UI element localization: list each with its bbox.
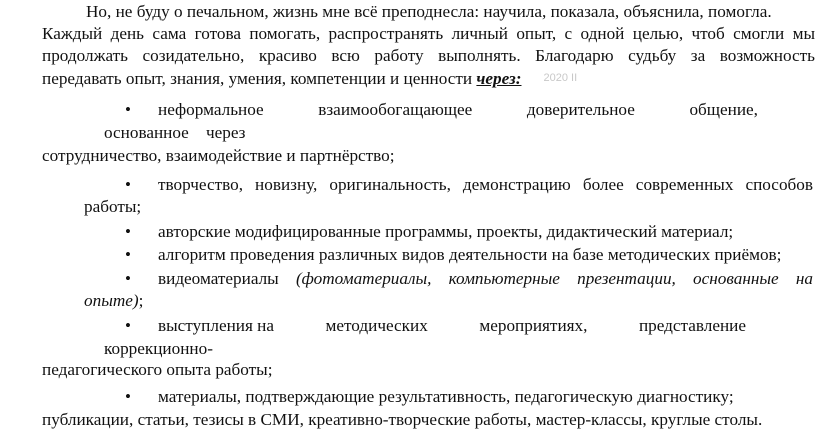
faint-watermark-text: 2020 II (543, 72, 578, 84)
item-1-word-2: взаимообогащающее (318, 100, 473, 119)
item-5-line-1 (158, 268, 813, 290)
bullet-icon: • (125, 269, 131, 288)
item-1-word-4: общение, (689, 100, 758, 119)
item-3-line-1: авторские модифицированные программы, проекты, дидактический материал; (158, 222, 734, 241)
item-5-semicolon: ; (138, 291, 144, 310)
item-7-line-1: материалы, подтверждающие результативность, педагогическую диагностику; (158, 387, 734, 406)
item-1-line-3: сотрудничество, взаимодействие и партнёрство; (42, 146, 395, 165)
bullet-icon: • (125, 175, 131, 194)
word: с (564, 24, 573, 43)
through-keyword: через: (476, 69, 522, 88)
item-1-word-1: неформальное (158, 100, 264, 119)
bullet-icon: • (125, 387, 131, 406)
item-5-text: видеоматериалы (158, 269, 296, 288)
paragraph-line-3: продолжать созидательно, красиво всю работу выполнять. Благодарю судьбу за возможность (42, 46, 815, 65)
item-6-word-3: мероприятиях, (479, 316, 588, 335)
item-2-line-1: творчество, новизну, оригинальность, демонстрацию более современных способов (158, 175, 813, 194)
item-5-line-2 (84, 290, 143, 312)
word: смогли (733, 24, 785, 43)
paragraph-line-1: Но, не буду о печальном, жизнь мне всё преподнесла: научила, показала, объяснила, помогла. (86, 2, 772, 21)
paragraph-line-4 (42, 67, 577, 90)
bullet-icon: • (125, 100, 131, 119)
item-6-word-1: выступления на (158, 316, 274, 335)
item-2-line-2: работы; (84, 197, 142, 216)
paragraph-line-4-text: передавать опыт, знания, умения, компетенции и ценности (42, 69, 477, 88)
word: Каждый (42, 24, 103, 43)
word: опыт, (516, 24, 557, 43)
item-4-line-1: алгоритм проведения различных видов деятельности на базе методических приёмов; (158, 245, 782, 264)
word: личный (451, 24, 508, 43)
item-5-italic: (фотоматериалы, компьютерные презентации, основанные на (295, 269, 813, 288)
item-1-word-3: доверительное (526, 100, 635, 119)
word: день (110, 24, 145, 43)
bullet-icon: • (125, 316, 131, 335)
closing-line: публикации, статьи, тезисы в СМИ, креативно-творческие работы, мастер-классы, круглые столы. (42, 410, 763, 429)
item-1-line-1 (158, 99, 758, 121)
word: сама (152, 24, 187, 43)
item-6-line-1 (158, 315, 746, 337)
word: распространять (328, 24, 444, 43)
word: готова (194, 24, 241, 43)
word: мы (792, 24, 815, 43)
item-6-word-4: представление (638, 316, 746, 335)
paragraph-line-2 (42, 23, 815, 45)
bullet-icon: • (125, 222, 131, 241)
word: одной (580, 24, 625, 43)
word: помогать, (249, 24, 321, 43)
word: целью, (632, 24, 684, 43)
item-5-italic-end: опыте) (84, 291, 139, 310)
item-6-word-2: методических (325, 316, 428, 335)
word: чтоб (691, 24, 725, 43)
bullet-icon: • (125, 245, 131, 264)
item-6-line-3: педагогического опыта работы; (42, 360, 273, 379)
item-1-line-2: основанное через (104, 123, 246, 142)
item-6-line-2: коррекционно- (104, 339, 213, 358)
